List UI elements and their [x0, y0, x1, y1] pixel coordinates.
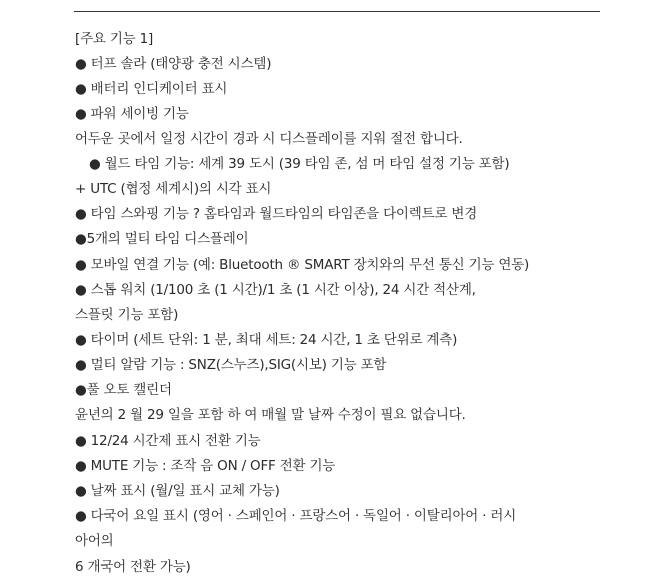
feature-detail: 윤년의 2 월 29 일을 포함 하 여 매월 말 날짜 수정이 필요 없습니다. [75, 407, 466, 423]
feature-line: ● 모바일 연결 기능 (예: Bluetooth ® SMART 장치와의 무선 통신 기능 연동) [75, 257, 530, 273]
feature-line: ● 월드 타임 기능: 세계 39 도시 (39 타임 존, 섬 머 타임 설정 기능 포함) [89, 156, 510, 172]
top-divider [74, 11, 600, 12]
feature-line: ● MUTE 기능 : 조작 음 ON / OFF 전환 기능 [75, 458, 336, 474]
feature-detail: 6 개국어 전환 가능) [75, 559, 191, 575]
feature-line: ● 스톱 워치 (1/100 초 (1 시간)/1 초 (1 시간 이상), 24 시간 적산계, [75, 282, 476, 298]
feature-line: ● 배터리 인디케이터 표시 [75, 81, 228, 97]
feature-line: ● 다국어 요일 표시 (영어 · 스페인어 · 프랑스어 · 독일어 · 이탈리아어 · 러시 [75, 508, 517, 524]
section-heading: [주요 기능 1] [75, 31, 154, 47]
feature-line: ● 12/24 시간제 표시 전환 기능 [75, 433, 261, 449]
feature-line: ●5개의 멀티 타임 디스플레이 [75, 231, 249, 247]
feature-detail: 아어의 [75, 533, 114, 549]
feature-line: ● 날짜 표시 (월/일 표시 교체 가능) [75, 483, 280, 499]
feature-detail: + UTC (협정 세계시)의 시각 표시 [75, 181, 272, 197]
feature-line: ●풀 오토 캘린더 [75, 382, 172, 398]
feature-detail: 어두운 곳에서 일정 시간이 경과 시 디스플레이를 지워 절전 합니다. [75, 131, 463, 147]
feature-line: ● 멀티 알람 기능 : SNZ(스누즈),SIG(시보) 기능 포함 [75, 357, 387, 373]
feature-line: ● 타임 스와핑 기능 ? 홈타임과 월드타임의 타임존을 다이렉트로 변경 [75, 206, 478, 222]
feature-line: ● 터프 솔라 (태양광 충전 시스템) [75, 56, 272, 72]
feature-line: ● 타이머 (세트 단위: 1 분, 최대 세트: 24 시간, 1 초 단위로 계측) [75, 332, 458, 348]
feature-detail: 스플릿 기능 포함) [75, 307, 179, 323]
feature-line: ● 파워 세이빙 기능 [75, 106, 189, 122]
